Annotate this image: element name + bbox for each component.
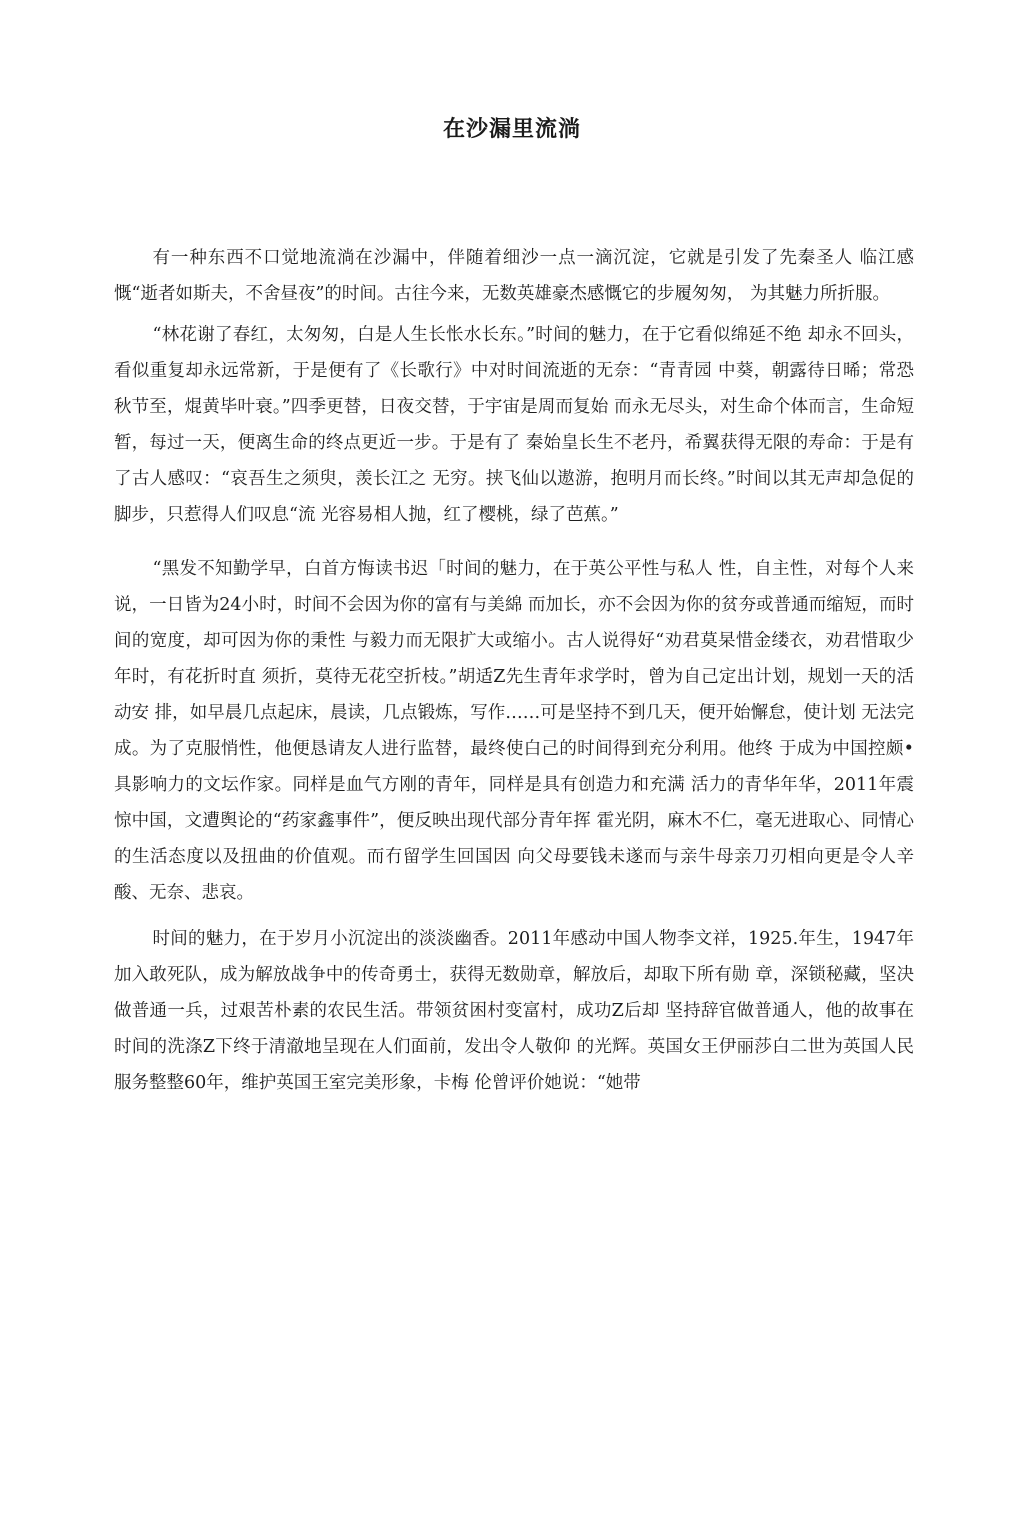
document-title: 在沙漏里流淌	[442, 117, 581, 142]
paragraph-3: “黑发不知勤学早，白首方悔读书迟「时间的魅力，在于英公平性与私人 性，自主性，对每个人来说，一日皆为24小时，时间不会因为你的富有与美綿 而加长，亦不会因为你的贫夯或普通而缩短，而时间的宽度，却可因为你的秉性 与毅力而无限扩大或缩小。古人说得好“劝君莫杲惜金缕衣，劝君惜取少年时，有花折时直 须折，莫待无花空折枝。”胡适Z先生青年求学时，曾为自己定出计划，规划一天的活动安 排，如早晨几点起床，晨读，几点锻炼，写作……可是坚持不到几天，便开始懈怠，使计划 无法完成。为了克服悄性，他便恳请友人进行监替，最终使白己的时间得到充分利用。他终 于成为中国控颇•具影响力的文坛作家。同样是血气方刚的青年，同样是具有创造力和充满 活力的青华年华，2011年震惊中国，文遭舆论的“药家鑫事件”，便反映出现代部分青年挥 霍光阴，麻木不仁，毫无进取心、同情心的生活态度以及扭曲的价值观。而冇留学生回国因 向父母要钱未遂而与亲牛母亲刀刃相向更是令人辛酸、无奈、悲哀。	[114, 559, 914, 903]
paragraph-2: “林花谢了春红，太匆匆，白是人生长怅水长东。”时间的魅力，在于它看似绵延不绝 却永不回头，看似重复却永远常新，于是便有了《长歌行》中对时间流逝的无奈：“青青园 中葵，朝露待日晞；常恐秋节至，焜黄毕叶衰。”四季更替，日夜交替，于宇宙是周而复始 而永无尽头，对生命个体而言，生命短暂，每过一天，便离生命的终点更近一步。于是有了 秦始皇长生不老丹，希翼获得无限的寿命：于是有了古人感叹：“哀吾生之须臾，羡长江之 无穷。挟飞仙以遨游，抱明月而长终。”时间以其无声却急促的脚步，只惹得人们叹息“流 光容易相人抛，红了樱桃，绿了芭蕉。”	[114, 325, 914, 525]
document-body	[114, 240, 914, 1101]
paragraph-1: 有一种东西不口觉地流淌在沙漏中，伴随着细沙一点一滴沉淀，它就是引发了先秦圣人 临江感慨“逝者如斯夫，不舍昼夜”的时间。古往今来，无数英雄豪杰感慨它的步履匆匆， 为其魅力所折服。	[114, 248, 914, 304]
paragraph-4: 时间的魅力，在于岁月小沉淀出的淡淡幽香。2011年感动中国人物李文祥，1925.年生，1947年加入敢死队，成为解放战争中的传奇勇士，获得无数勋章，解放后，却取下所有勋 章，深锁秘藏，坚决做普通一兵，过艰苦朴素的农民生活。带领贫困村变富村，成功Z后却 坚持辞官做普通人，他的故事在时间的洗涤Z下终于清澈地呈现在人们面前，发出令人敬仰 的光辉。英国女王伊丽莎白二世为英国人民服务整整60年，维护英国王室完美形象，卡梅 伦曾评价她说：“她带	[114, 929, 914, 1093]
